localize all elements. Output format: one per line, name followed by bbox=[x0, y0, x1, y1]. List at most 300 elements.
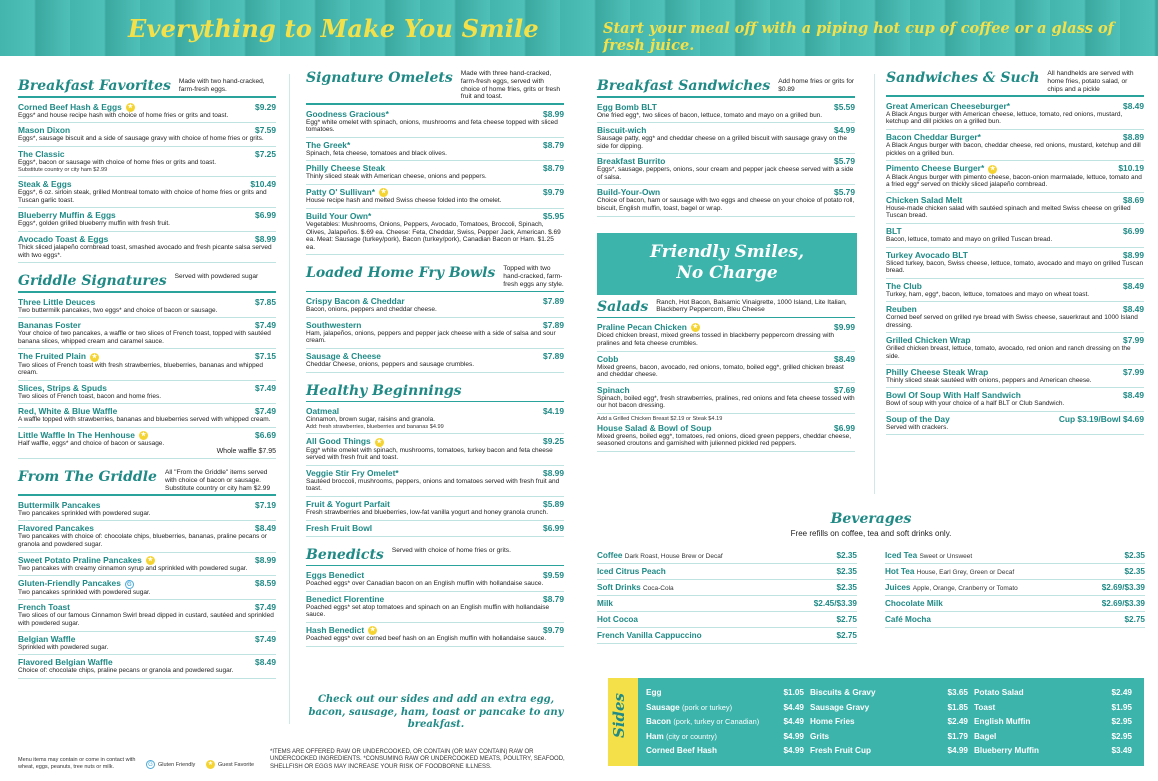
side-item-name-text: Fresh Fruit Cup bbox=[810, 746, 871, 755]
menu-item-price: $7.49 bbox=[255, 382, 276, 393]
menu-item-price: $7.69 bbox=[834, 384, 855, 395]
menu-item-name-text: The Classic bbox=[18, 148, 65, 159]
menu-item-name bbox=[597, 156, 665, 166]
beverage-options: Apple, Orange, Cranberry or Tomato bbox=[912, 585, 1018, 592]
menu-item-description: Sprinkled with powdered sugar. bbox=[18, 643, 109, 651]
side-item-price: $1.79 bbox=[947, 731, 968, 741]
menu-item-price: $9.29 bbox=[255, 101, 276, 112]
menu-item-row bbox=[306, 187, 564, 197]
side-item-price: $1.85 bbox=[947, 702, 968, 712]
side-item-name bbox=[974, 732, 996, 747]
beverage-name bbox=[885, 615, 931, 624]
side-item-price: $2.95 bbox=[1111, 717, 1132, 726]
menu-item-price: $8.99 bbox=[543, 108, 564, 119]
menu-item-name-text: Corned Beef Hash & Eggs bbox=[18, 101, 122, 112]
side-item-name-text: Ham bbox=[646, 731, 664, 741]
menu-item-description: Eggs*, 6 oz. sirloin steak, grilled Montreal tomato with choice of home fries or grits and Tuscan garlic toast. bbox=[18, 189, 267, 204]
side-item-price: $4.49 bbox=[783, 702, 804, 712]
healthy-beginnings-title: Healthy Beginnings bbox=[306, 382, 462, 399]
menu-item bbox=[597, 100, 855, 124]
menu-item-row bbox=[18, 602, 276, 612]
menu-item-price: $8.49 bbox=[834, 353, 855, 364]
column-divider bbox=[289, 74, 290, 724]
side-item bbox=[810, 703, 974, 718]
guest-favorite-icon: ★ bbox=[376, 438, 382, 445]
menu-item-row bbox=[597, 423, 855, 433]
menu-item-name-text: Buttermilk Pancakes bbox=[18, 499, 101, 510]
menu-item-addon: Add a Grilled Chicken Breast $2.19 or Steak $4.19 bbox=[597, 416, 723, 422]
side-item bbox=[646, 703, 810, 718]
menu-item-description: Two slices of French toast with fresh strawberries, blueberries, bananas and whipped cream. bbox=[18, 361, 263, 377]
menu-item-price: $7.19 bbox=[255, 499, 276, 510]
beverage-row bbox=[597, 596, 857, 612]
menu-item bbox=[18, 318, 276, 349]
menu-item-price: $8.49 bbox=[255, 657, 276, 668]
menu-item-description: Sliced turkey, bacon, Swiss cheese, lettuce, tomato, avocado and mayo on grilled Tuscan bread. bbox=[886, 259, 1144, 275]
menu-item-row bbox=[597, 354, 855, 364]
menu-item bbox=[306, 404, 564, 434]
menu-column-1 bbox=[18, 78, 276, 689]
menu-item-price: $7.99 bbox=[1123, 366, 1144, 377]
menu-item-name bbox=[306, 570, 364, 580]
menu-item-row bbox=[18, 320, 276, 330]
side-item-price: $2.95 bbox=[1111, 731, 1132, 741]
menu-item-name bbox=[886, 226, 902, 236]
menu-item-name-text: Philly Cheese Steak Wrap bbox=[886, 366, 989, 377]
menu-item-name-text: Goodness Gracious* bbox=[306, 108, 389, 119]
menu-item-name bbox=[306, 351, 381, 361]
menu-item-row bbox=[18, 210, 276, 220]
side-item-price: $3.65 bbox=[947, 688, 968, 697]
guest-favorite-icon: ★ bbox=[692, 324, 699, 331]
beverage-row bbox=[885, 564, 1145, 580]
guest-favorite-icon: ★ bbox=[147, 556, 154, 563]
menu-item-row bbox=[306, 406, 564, 416]
menu-item-price: $6.99 bbox=[834, 422, 855, 433]
section-rule bbox=[597, 317, 855, 319]
menu-item-price: $8.99 bbox=[255, 554, 276, 565]
menu-item-name-text: Cobb bbox=[597, 353, 619, 364]
menu-item bbox=[306, 185, 564, 209]
menu-item bbox=[18, 521, 276, 552]
side-item bbox=[810, 746, 974, 761]
section-rule bbox=[886, 95, 1144, 97]
sandwiches-and-such-header bbox=[886, 70, 1144, 93]
menu-item-row bbox=[306, 625, 564, 635]
side-item bbox=[810, 717, 974, 732]
menu-item-description: Mixed greens, boiled egg*, tomatoes, red onions, diced green peppers, cheddar cheese, seasoned croutons and garnished with julienned pickled red peppers. bbox=[597, 432, 852, 448]
menu-item-price: $8.69 bbox=[1123, 194, 1144, 205]
section-spacer bbox=[306, 537, 564, 547]
menu-item-description: Corned beef served on grilled rye bread with Swiss cheese, sauerkraut and 1000 Island dressing. bbox=[886, 314, 1138, 329]
griddle-signatures-title: Griddle Signatures bbox=[18, 273, 167, 290]
guest-favorite-icon: ★ bbox=[369, 627, 376, 634]
breakfast-favorites-note: Made with two hand-cracked, farm-fresh eggs. bbox=[178, 78, 265, 93]
menu-item-row bbox=[18, 297, 276, 307]
menu-item bbox=[18, 208, 276, 232]
menu-item bbox=[306, 161, 564, 185]
menu-item-description: Your choice of two pancakes, a waffle or two slices of French toast, topped with sautéed banana slices, whipped cream and caramel sauce. bbox=[18, 330, 271, 345]
side-item bbox=[974, 717, 1138, 732]
side-item-name-text: Biscuits & Gravy bbox=[810, 688, 876, 697]
menu-item bbox=[306, 434, 564, 465]
menu-item-name-text: Egg Bomb BLT bbox=[597, 101, 657, 112]
legend-guest-label: Guest Favorite bbox=[218, 761, 255, 768]
section-rule bbox=[306, 401, 564, 403]
breakfast-sandwiches-note: Add home fries or grits for $0.89 bbox=[778, 78, 855, 93]
beverage-row bbox=[885, 612, 1145, 628]
side-item-name bbox=[974, 717, 1030, 732]
menu-item-price: $10.19 bbox=[1118, 163, 1144, 174]
menu-item-name bbox=[597, 385, 630, 395]
menu-item bbox=[18, 632, 276, 656]
menu-item-name-text: Oatmeal bbox=[306, 406, 340, 417]
beverage-row bbox=[597, 564, 857, 580]
from-the-griddle-note: All "From the Griddle" items served with choice of bacon or sausage. Substitute country or city ham $2.99 bbox=[164, 468, 271, 492]
menu-item bbox=[18, 553, 276, 577]
side-item-name bbox=[810, 732, 829, 747]
side-item-name-text: Blueberry Muffin bbox=[974, 746, 1040, 755]
menu-item bbox=[18, 498, 276, 522]
beverage-price: $2.35 bbox=[836, 567, 857, 576]
menu-item-row bbox=[597, 125, 855, 135]
menu-item-name-text: Sweet Potato Praline Pancakes bbox=[18, 554, 142, 565]
beverage-name-text: French Vanilla Cappuccino bbox=[597, 631, 702, 640]
menu-item-price: $8.89 bbox=[1123, 132, 1144, 143]
section-rule bbox=[306, 103, 564, 105]
sides-panel bbox=[608, 678, 1144, 766]
menu-item-name-text: Mason Dixon bbox=[18, 125, 71, 136]
side-item bbox=[646, 732, 810, 747]
menu-item-price: $5.95 bbox=[543, 210, 564, 221]
menu-item-description: Egg* white omelet with spinach, mushrooms, tomatoes, turkey bacon and feta cheese served with fresh fruit and toast. bbox=[306, 446, 553, 462]
menu-item-name-text: Blueberry Muffin & Eggs bbox=[18, 210, 116, 221]
menu-item-name bbox=[18, 297, 95, 307]
griddle-signatures-header bbox=[18, 273, 276, 289]
menu-item-name-text: Bananas Foster bbox=[18, 320, 81, 331]
menu-item-name-text: Flavored Belgian Waffle bbox=[18, 657, 113, 668]
menu-item bbox=[597, 414, 855, 452]
menu-item-description: House-made chicken salad with sautéed spinach and melted Swiss cheese on grilled Tuscan bread. bbox=[886, 204, 1131, 220]
menu-item-name bbox=[306, 187, 388, 197]
section-rule bbox=[18, 494, 276, 496]
menu-item bbox=[18, 576, 276, 600]
beverage-name bbox=[597, 615, 638, 624]
menu-item-name-text: Chicken Salad Melt bbox=[886, 194, 963, 205]
menu-item bbox=[18, 100, 276, 124]
section-rule bbox=[18, 96, 276, 98]
guest-favorite-icon: ★ bbox=[91, 353, 98, 360]
menu-item-row bbox=[306, 436, 564, 446]
menu-item-price: $7.49 bbox=[255, 602, 276, 613]
menu-item-name bbox=[886, 163, 997, 173]
side-item bbox=[810, 688, 974, 703]
menu-item-price: $5.59 bbox=[834, 101, 855, 112]
promo-box bbox=[597, 233, 857, 295]
side-item bbox=[810, 732, 974, 747]
menu-item-price: $8.79 bbox=[543, 163, 564, 174]
menu-item-description: A Black Angus burger with pimento cheese, bacon-onion marmalade, lettuce, tomato and a fried egg* served on thickly sliced jalapeño cornbread. bbox=[886, 173, 1142, 189]
beverage-row bbox=[597, 548, 857, 564]
menu-item-description: Thinly sliced steak with American cheese, onions and peppers. bbox=[306, 173, 487, 181]
beverage-name-text: Café Mocha bbox=[885, 615, 931, 624]
beverage-name-text: Iced Citrus Peach bbox=[597, 567, 666, 576]
side-item-name-text: Sausage Gravy bbox=[810, 702, 870, 712]
menu-item-price: $8.49 bbox=[1123, 100, 1144, 111]
menu-item-price: $6.99 bbox=[543, 522, 564, 533]
side-item-price: $2.49 bbox=[947, 717, 968, 726]
menu-item-name bbox=[18, 430, 148, 440]
benedicts-title: Benedicts bbox=[306, 546, 384, 563]
menu-item-row bbox=[18, 406, 276, 416]
side-item-name-text: English Muffin bbox=[974, 717, 1031, 726]
gluten-friendly-icon: G bbox=[125, 580, 134, 589]
menu-item bbox=[18, 428, 276, 459]
side-item bbox=[646, 746, 810, 761]
signature-omelets-header bbox=[306, 70, 564, 101]
menu-item-price: $8.79 bbox=[543, 139, 564, 150]
menu-item-description: Vegetables: Mushrooms, Onions, Peppers, Avocado, Tomatoes, Broccoli, Spinach, Olives, Jalapeños. $.69 ea. Cheese: Feta, Cheddar, Swiss, Pepper Jack, American. $.69 ea. Meat: Sausage (turkey/pork), Bacon (turkey/pork), Canadian Bacon or Ham. $1.25 ea. bbox=[306, 220, 561, 251]
side-item-price: $4.99 bbox=[783, 731, 804, 741]
menu-item bbox=[306, 568, 564, 592]
menu-item-description: A Black Angus burger with bacon, cheddar cheese, red onions, mustard, ketchup and dill pickles on a grilled bun. bbox=[886, 142, 1141, 157]
menu-item-price: $9.79 bbox=[543, 624, 564, 635]
side-item bbox=[974, 703, 1138, 718]
menu-item-row bbox=[18, 351, 276, 361]
menu-item-description: Mixed greens, bacon, avocado, red onions, tomato, boiled egg*, grilled chicken breast and cheddar cheese. bbox=[597, 363, 844, 379]
menu-item-row bbox=[18, 634, 276, 644]
menu-item-row bbox=[886, 195, 1144, 205]
menu-item bbox=[306, 138, 564, 162]
menu-column-4 bbox=[886, 70, 1144, 445]
menu-item-description: Cinnamon, brown sugar, raisins and granola. bbox=[306, 416, 435, 424]
side-item-name bbox=[646, 688, 661, 703]
menu-item-description: Half waffle, eggs* and choice of bacon or sausage. bbox=[18, 440, 165, 448]
menu-item bbox=[886, 99, 1144, 130]
menu-item-price: $7.25 bbox=[255, 148, 276, 159]
sandwiches-and-such-note: All handhelds are served with home fries, potato salad, or chips and a pickle bbox=[1047, 70, 1134, 93]
menu-item-price: $5.89 bbox=[543, 498, 564, 509]
menu-item-name bbox=[18, 102, 135, 112]
menu-item-description: Two buttermilk pancakes, two eggs* and choice of bacon or sausage. bbox=[18, 306, 218, 314]
menu-item-name-text: Build-Your-Own bbox=[597, 187, 661, 198]
beverage-price: $2.45/$3.39 bbox=[813, 599, 857, 608]
allergen-note: Menu items may contain or come in contact with wheat, eggs, peanuts, tree nuts or milk. bbox=[18, 757, 136, 770]
banner-headline: Everything to Make You Smile bbox=[128, 14, 539, 43]
section-spacer bbox=[886, 435, 1144, 445]
beverage-name-text: Juices bbox=[885, 583, 911, 592]
menu-item-row bbox=[886, 250, 1144, 260]
section-spacer bbox=[18, 263, 276, 273]
menu-item-name bbox=[18, 125, 70, 135]
menu-item-name-text: The Greek* bbox=[306, 139, 351, 150]
menu-item bbox=[306, 623, 564, 647]
menu-item-row bbox=[886, 281, 1144, 291]
from-the-griddle-header bbox=[18, 469, 276, 492]
menu-item-description: Sausage patty, egg* and cheddar cheese on a grilled biscuit with sausage gravy on the side for dipping. bbox=[597, 135, 847, 150]
beverage-name bbox=[885, 583, 1018, 592]
side-item-options: (city or country) bbox=[666, 731, 717, 741]
menu-item-name bbox=[18, 578, 134, 588]
side-item-name-text: Bagel bbox=[974, 731, 997, 741]
gluten-friendly-icon: G bbox=[146, 760, 155, 769]
menu-item-name bbox=[306, 436, 384, 446]
breakfast-favorites-header bbox=[18, 78, 276, 94]
menu-item-name-text: BLT bbox=[886, 225, 902, 236]
menu-item-name bbox=[886, 304, 917, 314]
menu-item-price: $10.49 bbox=[250, 179, 276, 190]
menu-item-name-text: Bowl Of Soup With Half Sandwich bbox=[886, 390, 1021, 401]
menu-item-name bbox=[18, 657, 113, 667]
loaded-home-fry-bowls-note: Topped with two hand-cracked, farm-fresh eggs any style. bbox=[503, 265, 564, 288]
menu-item-name bbox=[18, 149, 65, 159]
legend-gluten-label: Gluten Friendly bbox=[158, 761, 196, 768]
menu-item-name bbox=[18, 179, 72, 189]
menu-item-description: A waffle topped with strawberries, bananas and blueberries served with whipped cream. bbox=[18, 416, 271, 424]
beverage-name-text: Soft Drinks bbox=[597, 583, 641, 592]
beverage-name bbox=[597, 599, 613, 608]
beverage-options: Sweet or Unsweet bbox=[919, 553, 973, 560]
menu-item-price: $8.99 bbox=[1123, 249, 1144, 260]
menu-item-name bbox=[306, 594, 384, 604]
side-item bbox=[974, 732, 1138, 747]
menu-item-row bbox=[18, 234, 276, 244]
menu-item-price: $8.49 bbox=[1123, 304, 1144, 315]
menu-item-row bbox=[306, 109, 564, 119]
menu-item bbox=[18, 404, 276, 428]
menu-item bbox=[306, 592, 564, 623]
beverage-price: $2.75 bbox=[1124, 615, 1145, 624]
menu-item-description: Sautéed broccoli, mushrooms, peppers, onions and tomatoes served with fresh fruit and toast. bbox=[306, 477, 560, 493]
menu-item-name-text: Avocado Toast & Eggs bbox=[18, 233, 109, 244]
beverage-name bbox=[885, 567, 1014, 576]
healthy-beginnings-header bbox=[306, 383, 564, 399]
menu-item-name bbox=[18, 383, 107, 393]
menu-item-name-text: French Toast bbox=[18, 602, 70, 613]
menu-item-name bbox=[886, 101, 1010, 111]
menu-item-row bbox=[18, 102, 276, 112]
menu-item-name-text: The Fruited Plain bbox=[18, 351, 86, 362]
section-spacer bbox=[597, 217, 855, 227]
menu-item-name bbox=[306, 499, 390, 509]
menu-item-description: House recipe hash and melted Swiss cheese folded into the omelet. bbox=[306, 197, 502, 205]
menu-item-name bbox=[597, 322, 700, 332]
menu-item bbox=[597, 320, 855, 351]
menu-item-name-text: Little Waffle In The Henhouse bbox=[18, 430, 135, 441]
menu-item-name-text: Veggie Stir Fry Omelet* bbox=[306, 467, 399, 478]
menu-item-description: Spinach, boiled egg*, fresh strawberries, pralines, red onions and feta cheese tossed with our hot bacon dressing. bbox=[597, 394, 855, 410]
menu-item-name bbox=[886, 281, 922, 291]
menu-item-name-text: Spinach bbox=[597, 384, 630, 395]
menu-item-name-text: Fresh Fruit Bowl bbox=[306, 522, 373, 533]
menu-item-row bbox=[18, 500, 276, 510]
menu-item-description: Ham, jalapeños, onions, peppers and pepper jack cheese with a side of salsa and sour cream. bbox=[306, 329, 556, 345]
menu-item-description: Eggs*, sausage biscuit and a side of sausage gravy with choice of home fries or grits. bbox=[18, 135, 264, 143]
menu-item-name bbox=[18, 523, 94, 533]
menu-item bbox=[18, 349, 276, 380]
signature-omelets-note: Made with three hand-cracked, farm-fresh eggs, served with choice of home fries, grits or fresh fruit and toast. bbox=[460, 70, 561, 101]
menu-item-description: Two slices of our famous Cinnamon Swirl bread dipped in custard, sautéed and sprinkled with powdered sugar. bbox=[18, 612, 274, 627]
menu-item-row bbox=[306, 351, 564, 361]
menu-item bbox=[18, 381, 276, 405]
menu-item-price: $7.15 bbox=[255, 351, 276, 362]
menu-item-alt-price: Whole waffle $7.95 bbox=[216, 447, 276, 455]
beverages-subtitle: Free refills on coffee, tea and soft drinks only. bbox=[790, 529, 952, 538]
side-item-name bbox=[810, 746, 871, 761]
menu-item bbox=[306, 209, 564, 255]
beverage-row bbox=[885, 596, 1145, 612]
menu-item-name bbox=[886, 132, 981, 142]
menu-item-description: Turkey, ham, egg*, bacon, lettuce, tomatoes and mayo on wheat toast. bbox=[886, 290, 1090, 298]
side-item-price: $4.99 bbox=[947, 746, 968, 755]
griddle-signatures-note: Served with powdered sugar bbox=[174, 273, 259, 281]
menu-item-description: Bacon, onions, peppers and cheddar cheese. bbox=[306, 306, 437, 314]
menu-item bbox=[886, 279, 1144, 303]
menu-item-name-text: Benedict Florentine bbox=[306, 593, 385, 604]
menu-item-row bbox=[18, 555, 276, 565]
menu-item-name-text: Fruit & Yogurt Parfait bbox=[306, 498, 390, 509]
loaded-home-fry-bowls-header bbox=[306, 265, 564, 288]
menu-item bbox=[886, 161, 1144, 192]
menu-item-price: $9.99 bbox=[834, 322, 855, 333]
menu-item-name bbox=[18, 406, 117, 416]
menu-item-price: $8.49 bbox=[1123, 280, 1144, 291]
menu-item-description: Poached eggs* set atop tomatoes and spinach on an English muffin with hollandaise sauce. bbox=[306, 603, 550, 619]
menu-item-name bbox=[306, 211, 371, 221]
menu-item bbox=[597, 154, 855, 185]
menu-item-description: Cheddar Cheese, onions, peppers and sausage crumbles. bbox=[306, 360, 475, 368]
menu-item bbox=[886, 302, 1144, 333]
menu-item-name-text: Philly Cheese Steak bbox=[306, 163, 386, 174]
menu-item-name bbox=[18, 234, 108, 244]
menu-item-name-text: Soup of the Day bbox=[886, 413, 950, 424]
menu-item-row bbox=[18, 179, 276, 189]
menu-item-price: $4.99 bbox=[834, 125, 855, 136]
beverage-options: House, Earl Grey, Green or Decaf bbox=[916, 569, 1015, 576]
guest-favorite-icon: ★ bbox=[140, 432, 147, 439]
side-item bbox=[974, 688, 1138, 703]
sides-label: Sides bbox=[610, 692, 628, 738]
section-spacer bbox=[306, 373, 564, 383]
beverage-name bbox=[885, 551, 972, 560]
menu-item-row bbox=[306, 468, 564, 478]
side-item-name bbox=[810, 688, 876, 703]
menu-item-description: Choice of: chocolate chips, praline pecans or granola and powdered sugar. bbox=[18, 667, 234, 675]
beverage-name bbox=[597, 583, 674, 592]
menu-item-row bbox=[597, 102, 855, 112]
beverages-section bbox=[597, 511, 1145, 644]
menu-item-name bbox=[597, 102, 657, 112]
menu-item-extra: Substitute country or city ham $2.99 bbox=[18, 166, 108, 173]
menu-item-price: $7.49 bbox=[255, 633, 276, 644]
section-rule bbox=[597, 96, 855, 98]
menu-item-name bbox=[886, 414, 950, 424]
menu-item-name-text: Steak & Eggs bbox=[18, 179, 72, 190]
menu-item-name-text: Southwestern bbox=[306, 319, 362, 330]
beverage-price: $2.35 bbox=[836, 583, 857, 592]
menu-item-name bbox=[306, 468, 399, 478]
benedicts-note: Served with choice of home fries or grits. bbox=[391, 546, 511, 554]
menu-item-description: Two slices of French toast, bacon and home fries. bbox=[18, 392, 162, 400]
section-spacer bbox=[18, 679, 276, 689]
menu-item bbox=[306, 349, 564, 373]
menu-item bbox=[886, 248, 1144, 279]
beverage-name bbox=[597, 567, 666, 576]
section-spacer bbox=[18, 459, 276, 469]
beverage-name-text: Hot Cocoa bbox=[597, 615, 638, 624]
section-rule bbox=[18, 291, 276, 293]
menu-item-description: Eggs*, bacon or sausage with choice of home fries or grits and toast. bbox=[18, 158, 216, 166]
